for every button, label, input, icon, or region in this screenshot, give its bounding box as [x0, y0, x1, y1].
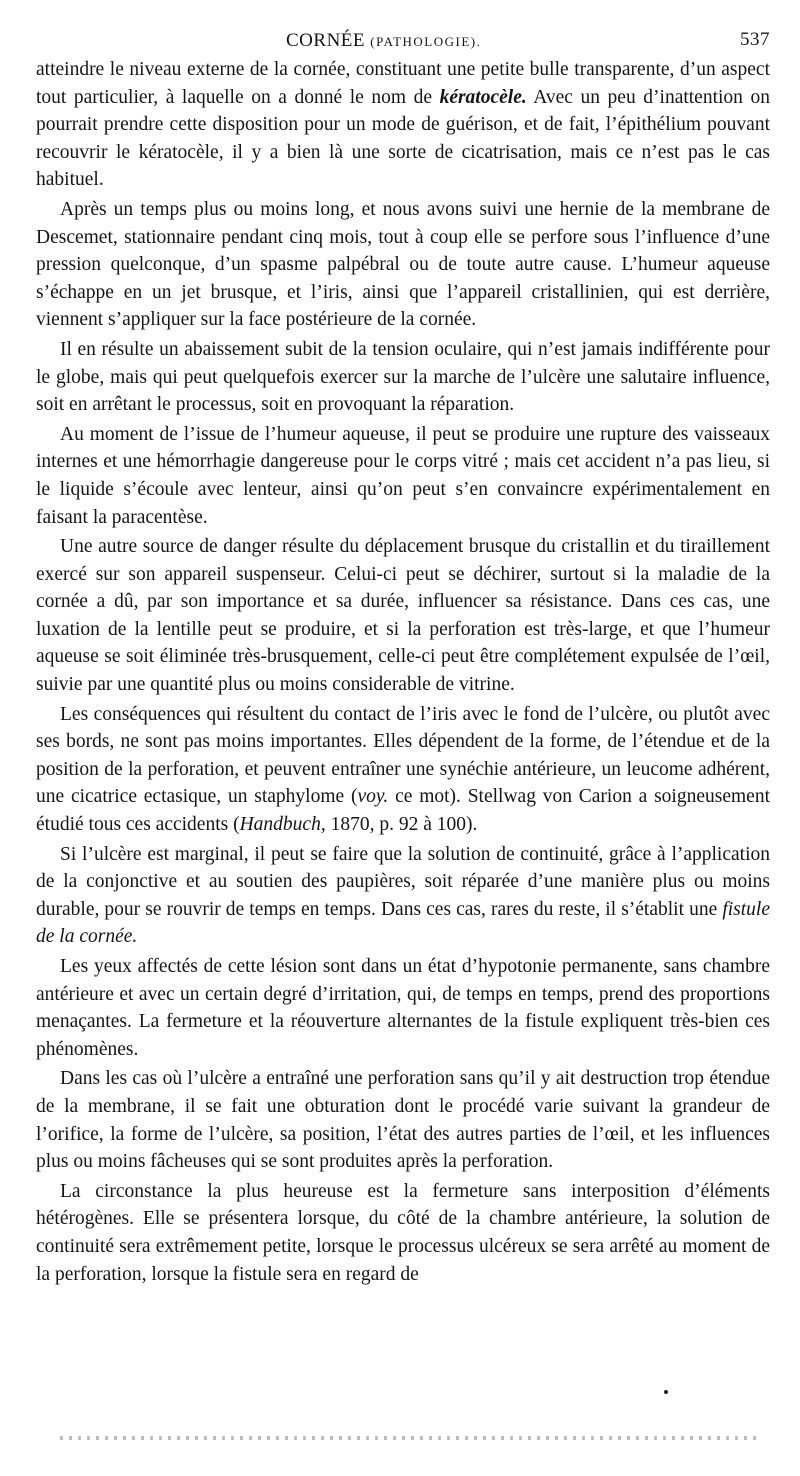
paragraph-tension: Il en résulte un abaissement subit de la tension oculaire, qui n’est jamais indifférente pour le globe, mais qui peut quelquefois exercer sur la marche de l’ulcère une salutaire influence, soit en arrêtant le processus, soit en provoquant la réparation.: [36, 338, 770, 416]
ink-speck: [664, 1390, 668, 1394]
paragraph-text: ce mot). Stellwag von Carion a soigneusement étudié tous ces accidents (: [36, 786, 770, 836]
paragraph-perforation: Après un temps plus ou moins long, et nous avons suivi une hernie de la membrane de Descemet, stationnaire pendant cinq mois, tout à coup elle se perfore sous l’influence d’une pression quelconque, d’un spasme palpébral ou de toute autre cause. L’humeur aqueuse s’échappe en un jet brusque, et l’iris, ainsi que l’appareil cristallinien, qui est derrière, viennent s’appliquer sur la face postérieure de la cornée.: [36, 198, 770, 331]
paragraph-text: Avec un peu d’inattention on pourrait prendre cette disposition pour un mode de guérison, et de fait, l’épithélium pouvant recouvrir le kératocèle, il y a bien là une sorte de cicatrisation, mais ce n’est pas le cas habituel.: [36, 86, 770, 191]
italic-voy: voy.: [357, 786, 389, 808]
italic-handbuch: Handbuch,: [239, 814, 326, 836]
running-title-subtitle: (PATHOLOGIE).: [370, 34, 482, 49]
paragraph-obturation: Dans les cas où l’ulcère a entraîné une perforation sans qu’il y ait destruction trop étendue de la membrane, il se fait une obturation dont le procédé varie suivant la grandeur de l’orifice, la forme de l’ulcère, sa position, l’état des autres parties de l’œil, et les influences plus ou moins fâcheuses qui se sont produites après la perforation.: [36, 1068, 770, 1173]
running-header: [36, 24, 770, 56]
italic-fistule: fistule de la cornée.: [36, 898, 770, 948]
paragraph-hypotonie: Les yeux affectés de cette lésion sont dans un état d’hypotonie permanente, sans chambre antérieure et avec un certain degré d’irritation, qui, de temps en temps, prend des proportions menaçantes. La fermeture et la réouverture alternantes de la fistule expliquent très-bien ces phénomènes.: [36, 956, 770, 1060]
paragraph-text: Si l’ulcère est marginal, il peut se faire que la solution de continuité, grâce à l’application de la conjonctive et au soutien des paupières, soit réparée d’une manière plus ou moins durable, pour se rouvrir de temps en temps. Dans ces cas, rares du reste, il s’établit une: [36, 843, 770, 920]
paragraph-hemorrhage: Au moment de l’issue de l’humeur aqueuse, il peut se produire une rupture des vaisseaux internes et une hémorrhagie dangereuse pour le corps vitré ; mais cet accident n’a pas lieu, si le liquide s’écoule avec lenteur, ainsi qu’on peut s’en convaincre expérimentalement en faisant la paracentèse.: [36, 423, 770, 528]
book-page: [36, 24, 770, 1288]
paragraph-marginal-ulcer: [36, 841, 770, 951]
page-number: 537: [740, 29, 770, 50]
paragraph-text: atteindre le niveau externe de la cornée, constituant une petite bulle transparente, d’un aspect tout particulier, à laquelle on a donné le nom de: [36, 59, 770, 108]
show-through-line: [60, 1436, 760, 1440]
paragraph-text: Les conséquences qui résultent du contact de l’iris avec le fond de l’ulcère, ou plutôt avec ses bords, ne sont pas moins importantes. Elles dépendent de la forme, de l’étendue et de la position de la perforation, et peuvent entraîner une synéchie antérieure, un leucome adhérent, une cicatrice ectasique, un staphylome (: [36, 703, 770, 808]
paragraph-iris-contact: [36, 701, 770, 839]
term-keratocele: kératocèle.: [439, 86, 527, 108]
paragraph-fermeture: La circonstance la plus heureuse est la fermeture sans interposition d’éléments hétérogènes. Elle se présentera lorsque, du côté de la chambre antérieure, la solution de continuité sera extrêmement petite, lorsque le processus ulcéreux se sera arrêté au moment de la perforation, lorsque la fistule sera en regard de: [36, 1180, 770, 1285]
paragraph-keratocele: [36, 56, 770, 194]
running-title-main: CORNÉE: [286, 30, 365, 51]
paragraph-text: 1870, p. 92 à 100).: [325, 814, 478, 836]
running-title: [286, 30, 481, 52]
paragraph-crystalline: Une autre source de danger résulte du déplacement brusque du cristallin et du tiraillement exercé sur son appareil suspenseur. Celui-ci peut se déchirer, surtout si la maladie de la cornée a dû, par son importance et sa durée, influencer sa résistance. Dans ces cas, une luxation de la lentille peut se produire, et si la perforation est très-large, et que l’humeur aqueuse se soit éliminée très-brusquement, celle-ci peut être complétement expulsée de l’œil, suivie par une quantité plus ou moins considerable de vitrine.: [36, 536, 770, 696]
